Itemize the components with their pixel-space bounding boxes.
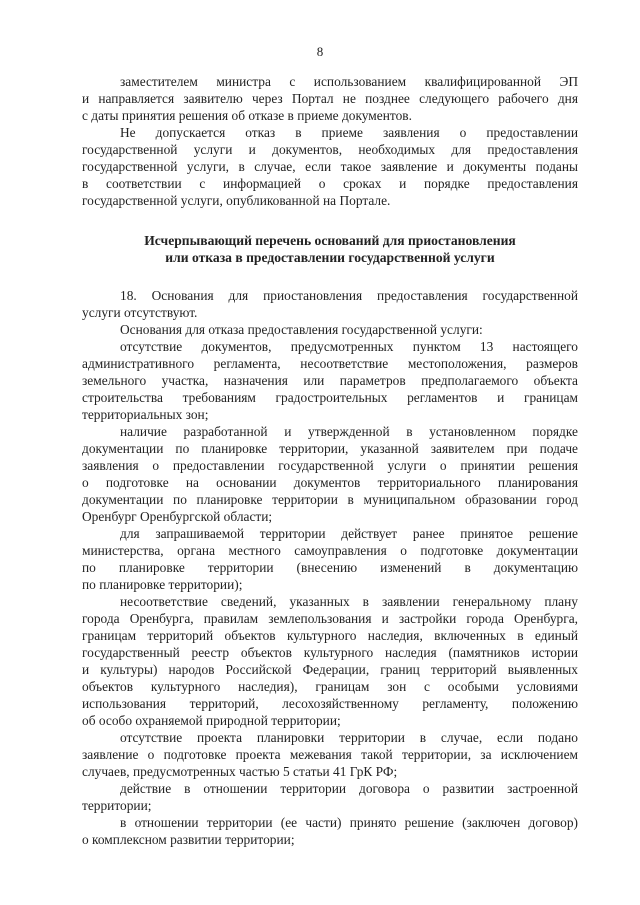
text-line: о подготовке на основании документов территориального планирования: [82, 475, 578, 490]
text-line: Оренбург Оренбургской области;: [82, 509, 273, 524]
section-heading-line-1: Исчерпывающий перечень оснований для приостановления: [144, 233, 516, 248]
text-line: 18. Основания для приостановления предоставления государственной: [120, 288, 578, 303]
text-line: отсутствие проекта планировки территории в случае, если подано: [120, 730, 578, 745]
paragraph: [82, 593, 578, 729]
text-line: территории;: [82, 798, 152, 813]
paragraph: [82, 729, 578, 780]
text-line: территориальных зон;: [82, 407, 209, 422]
text-line: государственной услуги, в случае, если такое заявление и документы поданы: [82, 159, 578, 174]
text-line: документации по планировке территории, указанной заявителем при подаче: [82, 441, 578, 456]
text-line: Основания для отказа предоставления государственной услуги:: [120, 322, 483, 337]
text-line: Не допускается отказ в приеме заявления о предоставлении: [120, 125, 578, 140]
text-line: заместителем министра с использованием квалифицированной ЭП: [120, 74, 578, 89]
section-heading: [82, 232, 578, 266]
text-line: случаев, предусмотренных частью 5 статьи 41 ГрК РФ;: [82, 764, 398, 779]
text-line: отсутствие документов, предусмотренных пунктом 13 настоящего: [120, 339, 578, 354]
paragraph: [82, 338, 578, 423]
text-line: действие в отношении территории договора о развитии застроенной: [120, 781, 578, 796]
text-line: в соответствии с информацией о сроках и порядке предоставления: [82, 176, 578, 191]
text-line: земельного участка, назначения или параметров предполагаемого объекта: [82, 373, 578, 388]
text-line: с даты принятия решения об отказе в приеме документов.: [82, 108, 412, 123]
text-line: об особо охраняемой природной территории;: [82, 713, 341, 728]
text-line: в отношении территории (ее части) принято решение (заключен договор): [120, 815, 578, 830]
text-line: границам территорий объектов культурного наследия, включенных в единый: [82, 628, 578, 643]
paragraph: [82, 287, 578, 321]
text-line: использования территорий, лесохозяйственному регламенту, положению: [82, 696, 578, 711]
text-line: государственной услуги и документов, необходимых для предоставления: [82, 142, 578, 157]
text-line: строительства требованиям градостроительных регламентов и границам: [82, 390, 578, 405]
paragraph: [82, 525, 578, 593]
paragraph: [82, 321, 578, 338]
paragraph: [82, 423, 578, 525]
page-number: 8: [316, 44, 324, 59]
text-line: о комплексном развитии территории;: [82, 832, 295, 847]
paragraph: [82, 73, 578, 124]
text-line: несоответствие сведений, указанных в заявлении генеральному плану: [120, 594, 578, 609]
text-line: и направляется заявителю через Портал не позднее следующего рабочего дня: [82, 91, 578, 106]
top-text-block: [82, 73, 578, 209]
text-line: и культуры) народов Российской Федерации, границ территорий выявленных: [82, 662, 578, 677]
main-text-block: [82, 287, 578, 848]
paragraph: [82, 814, 578, 848]
text-line: по планировке территории (внесению изменений в документацию: [82, 560, 578, 575]
text-line: заявления о предоставлении государственной услуги о принятии решения: [82, 458, 578, 473]
paragraph: [82, 124, 578, 209]
text-line: документации по планировке территории в муниципальном образовании город: [82, 492, 578, 507]
section-heading-line-2: или отказа в предоставлении государственной услуги: [165, 250, 495, 265]
text-line: государственный реестр объектов культурного наследия (памятников истории: [82, 645, 578, 660]
text-line: заявление о подготовке проекта межевания такой территории, за исключением: [82, 747, 578, 762]
text-line: административного регламента, несоответствие местоположения, размеров: [82, 356, 578, 371]
paragraph: [82, 780, 578, 814]
text-line: города Оренбурга, правилам землепользования и застройки города Оренбурга,: [82, 611, 578, 626]
text-line: услуги отсутствуют.: [82, 305, 198, 320]
text-line: наличие разработанной и утвержденной в установленном порядке: [120, 424, 578, 439]
text-line: для запрашиваемой территории действует ранее принятое решение: [120, 526, 578, 541]
text-line: министерства, органа местного самоуправления о подготовке документации: [82, 543, 578, 558]
text-line: государственной услуги, опубликованной на Портале.: [82, 193, 391, 208]
text-line: по планировке территории);: [82, 577, 243, 592]
text-line: объектов культурного наследия), границам зон с особыми условиями: [82, 679, 578, 694]
